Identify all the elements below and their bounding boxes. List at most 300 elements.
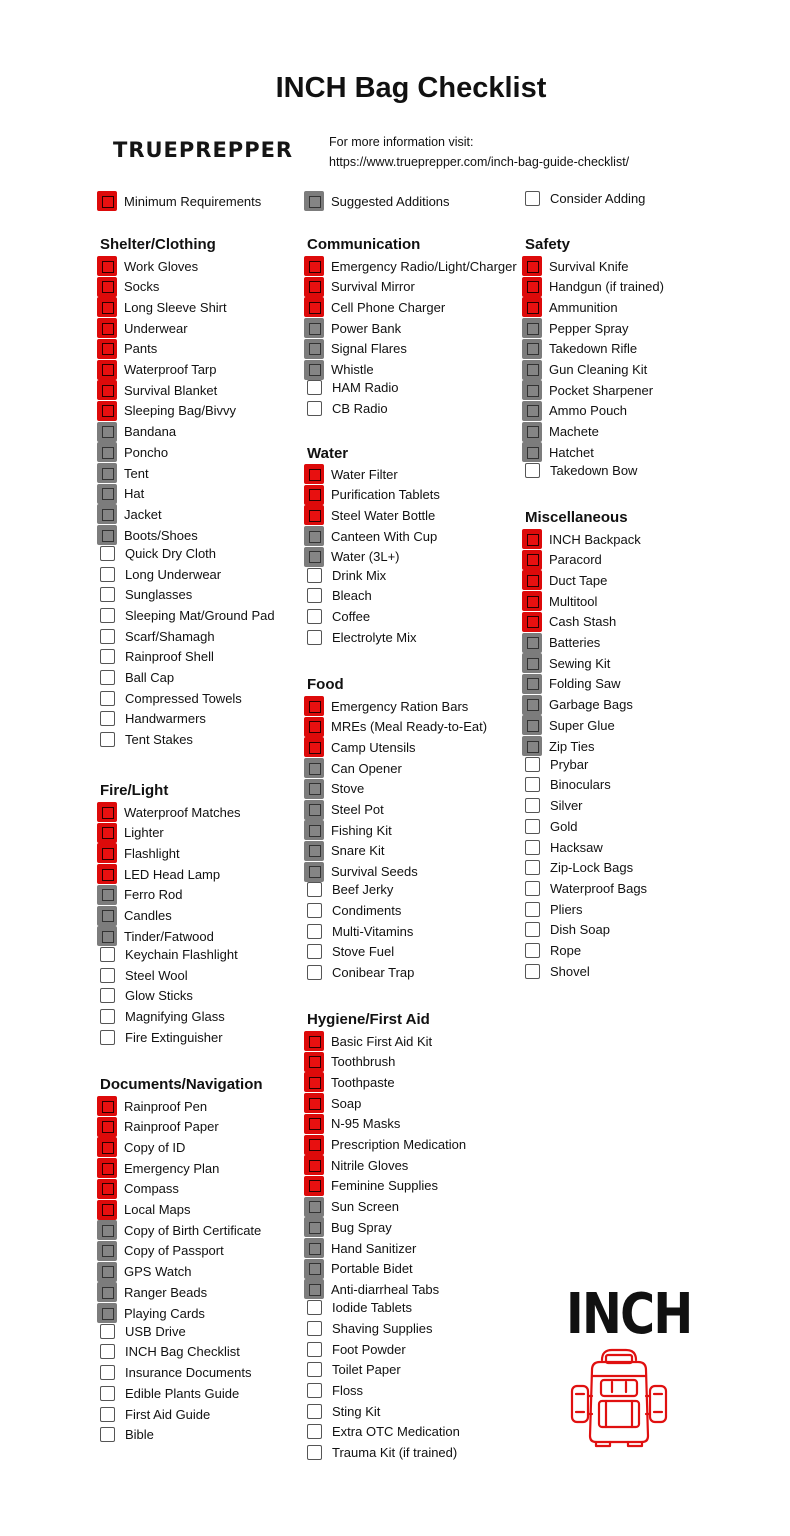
checklist-item[interactable] (97, 567, 221, 582)
checkbox-min[interactable] (304, 505, 324, 525)
checkbox-con[interactable] (525, 463, 540, 478)
checklist-item[interactable] (304, 297, 445, 317)
checklist-item[interactable] (522, 860, 633, 875)
checklist-item[interactable] (304, 1300, 412, 1315)
checkbox-min[interactable] (304, 485, 324, 505)
checkbox-con[interactable] (100, 567, 115, 582)
checklist-item[interactable] (97, 1179, 179, 1199)
checkbox-con[interactable] (307, 965, 322, 980)
checklist-item[interactable] (522, 881, 647, 896)
checklist-item[interactable] (522, 339, 637, 359)
checkbox-min[interactable] (304, 1093, 324, 1113)
checklist-item[interactable] (522, 550, 602, 570)
checkbox-min[interactable] (304, 1072, 324, 1092)
checkbox-sug[interactable] (97, 463, 117, 483)
section-heading-food: Food (307, 676, 344, 693)
checkbox-con[interactable] (525, 840, 540, 855)
checkbox-sug[interactable] (304, 1217, 324, 1237)
checklist-item[interactable] (304, 1362, 401, 1377)
checkbox-con[interactable] (100, 1344, 115, 1359)
checkbox-con[interactable] (100, 546, 115, 561)
checkbox-sug[interactable] (97, 504, 117, 524)
section-heading-communication: Communication (307, 236, 421, 253)
checklist-item[interactable] (97, 277, 159, 297)
checklist-item[interactable] (304, 779, 364, 799)
checkbox-min[interactable] (522, 570, 542, 590)
checkbox-sug[interactable] (304, 779, 324, 799)
section-heading-shelter: Shelter/Clothing (100, 236, 216, 253)
checkbox-con[interactable] (525, 860, 540, 875)
checklist-item[interactable] (97, 318, 188, 338)
checklist-item[interactable] (304, 820, 392, 840)
checklist-item-label: Waterproof Tarp (124, 362, 217, 377)
checkbox-sug[interactable] (304, 526, 324, 546)
checklist-item[interactable] (97, 885, 183, 905)
checkbox-con[interactable] (100, 629, 115, 644)
checkbox-sug[interactable] (97, 926, 117, 946)
checklist-item[interactable] (97, 587, 192, 602)
checklist-item[interactable] (522, 529, 641, 549)
checkbox-min[interactable] (304, 464, 324, 484)
checkbox-sug[interactable] (522, 442, 542, 462)
checklist-item[interactable] (97, 401, 236, 421)
checklist-item[interactable] (304, 568, 386, 583)
checklist-item[interactable] (304, 737, 416, 757)
checkbox-con[interactable] (100, 691, 115, 706)
checklist-item[interactable] (304, 256, 517, 276)
checklist-item[interactable] (304, 464, 398, 484)
checklist-item[interactable] (522, 715, 615, 735)
checkbox-con[interactable] (525, 964, 540, 979)
checklist-item[interactable] (97, 1324, 186, 1339)
checkbox-con[interactable] (100, 1407, 115, 1422)
checkbox-sug[interactable] (304, 1259, 324, 1279)
checklist-item-label: Binoculars (550, 777, 611, 793)
checklist-item[interactable] (522, 922, 610, 937)
checklist-item[interactable] (304, 1217, 392, 1237)
checklist-item-label: Coffee (332, 608, 371, 624)
checklist-item[interactable] (97, 1303, 205, 1323)
checklist-item-label: Batteries (549, 635, 601, 650)
checkbox-min[interactable] (97, 823, 117, 843)
checkbox-min[interactable] (97, 843, 117, 863)
checklist-item[interactable] (97, 1427, 154, 1442)
checklist-item[interactable] (97, 525, 198, 545)
checklist-item[interactable] (522, 633, 600, 653)
checklist-item[interactable] (304, 318, 401, 338)
checkbox-min[interactable] (97, 1179, 117, 1199)
checkbox-con[interactable] (307, 1424, 322, 1439)
checkbox-sug[interactable] (304, 841, 324, 861)
checklist-item[interactable] (97, 1344, 240, 1359)
checklist-item[interactable] (304, 1093, 361, 1113)
checkbox-con[interactable] (100, 711, 115, 726)
checkbox-con[interactable] (100, 608, 115, 623)
checklist-item[interactable] (304, 696, 468, 716)
checklist-item[interactable] (522, 777, 611, 792)
checkbox-con[interactable] (307, 882, 322, 897)
checkbox-con[interactable] (525, 777, 540, 792)
checkbox-sug[interactable] (97, 1303, 117, 1323)
checkbox-con[interactable] (307, 401, 322, 416)
checkbox-sug[interactable] (522, 695, 542, 715)
checklist-item[interactable] (97, 504, 162, 524)
checkbox-con[interactable] (307, 1445, 322, 1460)
checklist-item[interactable] (304, 505, 435, 525)
checklist-item[interactable] (304, 965, 414, 980)
checklist-item-label: Feminine Supplies (331, 1178, 438, 1194)
checkbox-min[interactable] (522, 297, 542, 317)
checkbox-min[interactable] (522, 256, 542, 276)
checkbox-con[interactable] (307, 903, 322, 918)
checklist-item[interactable] (304, 609, 370, 624)
checklist-item-label: Long Sleeve Shirt (124, 299, 227, 315)
checkbox-sug[interactable] (522, 318, 542, 338)
checkbox-min[interactable] (97, 339, 117, 359)
checklist-item[interactable] (304, 841, 384, 861)
checklist-item[interactable] (97, 711, 206, 726)
checkbox-min[interactable] (522, 550, 542, 570)
checkbox-min[interactable] (97, 360, 117, 380)
checkbox-sug[interactable] (304, 1279, 324, 1299)
checklist-item[interactable] (97, 422, 176, 442)
checklist-item[interactable] (97, 380, 217, 400)
checklist-item[interactable] (97, 1386, 239, 1401)
checklist-item[interactable] (522, 798, 583, 813)
checklist-item[interactable] (304, 547, 400, 567)
checklist-item[interactable] (97, 864, 220, 884)
checklist-item[interactable] (97, 649, 214, 664)
checkbox-sug[interactable] (304, 339, 324, 359)
checkbox-sug[interactable] (522, 736, 542, 756)
checkbox-con[interactable] (525, 943, 540, 958)
checklist-item[interactable] (522, 612, 616, 632)
checklist-item[interactable] (97, 256, 198, 276)
checklist-item[interactable] (304, 588, 372, 603)
checkbox-sug[interactable] (97, 442, 117, 462)
checklist-item[interactable] (522, 819, 577, 834)
checkbox-con[interactable] (307, 380, 322, 395)
checklist-item[interactable] (304, 1404, 380, 1419)
checklist-item[interactable] (97, 1030, 223, 1045)
checkbox-sug[interactable] (522, 360, 542, 380)
checklist-item-label: Compass (124, 1181, 179, 1197)
checkbox-sug[interactable] (522, 633, 542, 653)
checklist-item[interactable] (522, 674, 621, 694)
checkbox-min[interactable] (97, 318, 117, 338)
checklist-item[interactable] (304, 339, 407, 359)
checkbox-min[interactable] (304, 1031, 324, 1051)
checklist-item[interactable] (304, 1279, 439, 1299)
checkbox-con[interactable] (100, 968, 115, 983)
checkbox-min[interactable] (522, 529, 542, 549)
checklist-item[interactable] (97, 1262, 191, 1282)
info-url[interactable]: https://www.trueprepper.com/inch-bag-guide-checklist/ (329, 155, 630, 169)
checkbox-min[interactable] (97, 277, 117, 297)
checklist-item[interactable] (304, 1383, 363, 1398)
checkbox-min[interactable] (304, 1176, 324, 1196)
checklist-item[interactable] (522, 695, 633, 715)
checklist-item[interactable] (522, 401, 627, 421)
checkbox-min[interactable] (304, 696, 324, 716)
checkbox-min[interactable] (97, 256, 117, 276)
checklist-item[interactable] (304, 1114, 400, 1134)
checklist-item[interactable] (522, 277, 664, 297)
checklist-item[interactable] (97, 823, 164, 843)
checklist-item[interactable] (97, 1365, 251, 1380)
checkbox-con[interactable] (307, 1342, 322, 1357)
checklist-item[interactable] (522, 840, 603, 855)
checkbox-min[interactable] (304, 1114, 324, 1134)
checkbox-min[interactable] (97, 380, 117, 400)
checklist-item[interactable] (97, 1241, 224, 1261)
checkbox-con[interactable] (307, 609, 322, 624)
checkbox-con[interactable] (525, 798, 540, 813)
checkbox-sug[interactable] (522, 674, 542, 694)
checklist-item[interactable] (304, 1155, 408, 1175)
checkbox-min[interactable] (304, 717, 324, 737)
checklist-item[interactable] (522, 964, 590, 979)
checkbox-min[interactable] (522, 591, 542, 611)
checklist-item[interactable] (97, 1220, 261, 1240)
checkbox-min[interactable] (304, 277, 324, 297)
checklist-item[interactable] (97, 968, 188, 983)
checklist-item[interactable] (304, 1072, 395, 1092)
checklist-item[interactable] (304, 485, 440, 505)
checkbox-min[interactable] (304, 256, 324, 276)
checkbox-sug[interactable] (97, 885, 117, 905)
checkbox-con[interactable] (525, 922, 540, 937)
checkbox-sug[interactable] (97, 906, 117, 926)
checkbox-con[interactable] (307, 1300, 322, 1315)
checklist-item[interactable] (304, 800, 384, 820)
checklist-item-label: Candles (124, 908, 172, 923)
checkbox-con[interactable] (525, 757, 540, 772)
checklist-item[interactable] (522, 570, 607, 590)
checklist-item[interactable] (97, 1096, 207, 1116)
checklist-item-label: MREs (Meal Ready-to-Eat) (331, 719, 488, 735)
checkbox-min[interactable] (97, 802, 117, 822)
checkbox-sug[interactable] (97, 1220, 117, 1240)
checklist-item[interactable] (97, 691, 242, 706)
checkbox-sug[interactable] (97, 422, 117, 442)
checklist-item-label: Poncho (124, 444, 169, 460)
checklist-item[interactable] (97, 629, 215, 644)
checklist-item[interactable] (304, 1424, 460, 1439)
checklist-item[interactable] (522, 318, 629, 338)
checkbox-min[interactable] (97, 401, 117, 421)
checklist-item[interactable] (522, 442, 594, 462)
checklist-item-label: Hand Sanitizer (331, 1240, 417, 1256)
checklist-item[interactable] (304, 882, 393, 897)
checklist-item[interactable] (97, 1117, 219, 1137)
checklist-item[interactable] (97, 947, 238, 962)
checkbox-sug[interactable] (522, 715, 542, 735)
checkbox-con[interactable] (100, 1030, 115, 1045)
checkbox-min[interactable] (97, 1158, 117, 1178)
checklist-item[interactable] (97, 1137, 185, 1157)
checklist-item[interactable] (304, 1176, 438, 1196)
checkbox-min[interactable] (97, 864, 117, 884)
checkbox-min[interactable] (304, 1052, 324, 1072)
checklist-item[interactable] (97, 463, 149, 483)
checkbox-con[interactable] (100, 732, 115, 747)
checkbox-min[interactable] (522, 612, 542, 632)
checklist-item[interactable] (522, 902, 583, 917)
checklist-item[interactable] (304, 1238, 416, 1258)
checkbox-min[interactable] (304, 297, 324, 317)
checklist-item[interactable] (304, 862, 418, 882)
checklist-item[interactable] (522, 757, 588, 772)
checkbox-con[interactable] (100, 670, 115, 685)
checklist-item-label: Stove Fuel (332, 944, 395, 960)
checkbox-min[interactable] (97, 1096, 117, 1116)
checklist-item[interactable] (97, 546, 216, 561)
checklist-item[interactable] (522, 422, 599, 442)
checklist-item[interactable] (522, 297, 618, 317)
checkbox-con[interactable] (307, 1321, 322, 1336)
checkbox-sug[interactable] (522, 339, 542, 359)
checklist-item-label: Folding Saw (549, 676, 621, 692)
checklist-item-label: Waterproof Matches (124, 804, 241, 820)
checkbox-con[interactable] (307, 944, 322, 959)
checklist-item-label: Toilet Paper (332, 1362, 401, 1378)
checklist-item[interactable] (97, 670, 174, 685)
checklist-item[interactable] (304, 630, 417, 645)
checklist-item-label: Condiments (332, 903, 402, 918)
checklist-item[interactable] (97, 732, 193, 747)
checklist-item[interactable] (97, 1200, 190, 1220)
checklist-item[interactable] (304, 277, 415, 297)
checklist-item[interactable] (97, 988, 193, 1003)
checklist-item[interactable] (97, 297, 227, 317)
checkbox-con[interactable] (307, 1404, 322, 1419)
checkbox-con[interactable] (100, 587, 115, 602)
checkbox-con[interactable] (307, 1362, 322, 1377)
checklist-item[interactable] (522, 380, 653, 400)
checkbox-con[interactable] (307, 924, 322, 939)
checklist-item[interactable] (97, 442, 168, 462)
checkbox-con[interactable] (307, 1383, 322, 1398)
checkbox-min[interactable] (97, 297, 117, 317)
checkbox-sug[interactable] (304, 820, 324, 840)
checklist-item-label: Bug Spray (331, 1219, 392, 1235)
checklist-item[interactable] (522, 360, 647, 380)
checklist-item[interactable] (522, 591, 597, 611)
checkbox-sug[interactable] (304, 758, 324, 778)
checklist-item[interactable] (97, 926, 214, 946)
checklist-item[interactable] (304, 1052, 395, 1072)
checklist-item[interactable] (522, 256, 628, 276)
checklist-item[interactable] (97, 802, 241, 822)
checklist-item[interactable] (304, 401, 388, 416)
checkbox-con[interactable] (100, 649, 115, 664)
checklist-item-label: Quick Dry Cloth (125, 545, 217, 561)
checkbox-sug[interactable] (304, 800, 324, 820)
checkbox-min[interactable] (97, 1117, 117, 1137)
checkbox-con[interactable] (100, 1324, 115, 1339)
checkbox-sug[interactable] (97, 1282, 117, 1302)
checkbox-sug[interactable] (304, 862, 324, 882)
checkbox-con[interactable] (100, 1386, 115, 1401)
checkbox-con[interactable] (307, 568, 322, 583)
checkbox-min[interactable] (97, 1137, 117, 1157)
checklist-item[interactable] (304, 526, 437, 546)
checkbox-con[interactable] (525, 902, 540, 917)
checkbox-con[interactable] (100, 1365, 115, 1380)
checkbox-min[interactable] (304, 1135, 324, 1155)
checkbox-con[interactable] (307, 630, 322, 645)
checklist-item[interactable] (304, 903, 401, 918)
checklist-item[interactable] (304, 360, 374, 380)
checklist-item[interactable] (97, 1158, 219, 1178)
checkbox-sug[interactable] (304, 1238, 324, 1258)
checkbox-sug[interactable] (97, 1262, 117, 1282)
checklist-item[interactable] (97, 1407, 210, 1422)
checklist-item[interactable] (97, 1009, 225, 1024)
checkbox-sug[interactable] (97, 484, 117, 504)
checkbox-con[interactable] (525, 819, 540, 834)
checkbox-sug[interactable] (304, 547, 324, 567)
checklist-item[interactable] (304, 1197, 399, 1217)
checklist-item[interactable] (97, 843, 180, 863)
checklist-item[interactable] (522, 463, 637, 478)
checkbox-min[interactable] (304, 1155, 324, 1175)
checklist-item[interactable] (97, 906, 172, 926)
checklist-item[interactable] (304, 924, 413, 939)
checkbox-sug[interactable] (522, 401, 542, 421)
checklist-item[interactable] (522, 736, 595, 756)
checklist-item[interactable] (97, 339, 157, 359)
checkbox-min[interactable] (97, 1200, 117, 1220)
checkbox-min[interactable] (522, 277, 542, 297)
checkbox-sug[interactable] (97, 1241, 117, 1261)
checkbox-sug[interactable] (304, 318, 324, 338)
checkbox-sug[interactable] (522, 422, 542, 442)
checkbox-sug[interactable] (304, 360, 324, 380)
checklist-item-label: Survival Mirror (331, 279, 415, 295)
checklist-item[interactable] (304, 1031, 432, 1051)
checklist-item[interactable] (304, 944, 394, 959)
checklist-item[interactable] (304, 380, 398, 395)
checklist-item[interactable] (304, 1321, 432, 1336)
checklist-item[interactable] (97, 484, 144, 504)
checkbox-sug[interactable] (304, 1197, 324, 1217)
checkbox-sug[interactable] (522, 653, 542, 673)
checkbox-con[interactable] (307, 588, 322, 603)
checklist-item[interactable] (304, 758, 402, 778)
checkbox-con[interactable] (100, 1009, 115, 1024)
checklist-item[interactable] (304, 1445, 457, 1460)
checkbox-min[interactable] (304, 737, 324, 757)
checklist-item[interactable] (304, 1259, 413, 1279)
checklist-item[interactable] (304, 717, 487, 737)
checklist-item[interactable] (522, 943, 581, 958)
checkbox-sug[interactable] (97, 525, 117, 545)
checklist-item[interactable] (97, 608, 275, 623)
checkbox-con[interactable] (100, 988, 115, 1003)
checklist-item[interactable] (97, 360, 217, 380)
checkbox-con[interactable] (100, 1427, 115, 1442)
checklist-item-label: Lighter (124, 825, 164, 841)
checklist-item[interactable] (304, 1342, 406, 1357)
checklist-item[interactable] (522, 653, 610, 673)
checkbox-sug[interactable] (522, 380, 542, 400)
checkbox-con[interactable] (100, 947, 115, 962)
checkbox-con[interactable] (525, 881, 540, 896)
checklist-item[interactable] (97, 1282, 207, 1302)
checklist-item[interactable] (304, 1135, 466, 1155)
